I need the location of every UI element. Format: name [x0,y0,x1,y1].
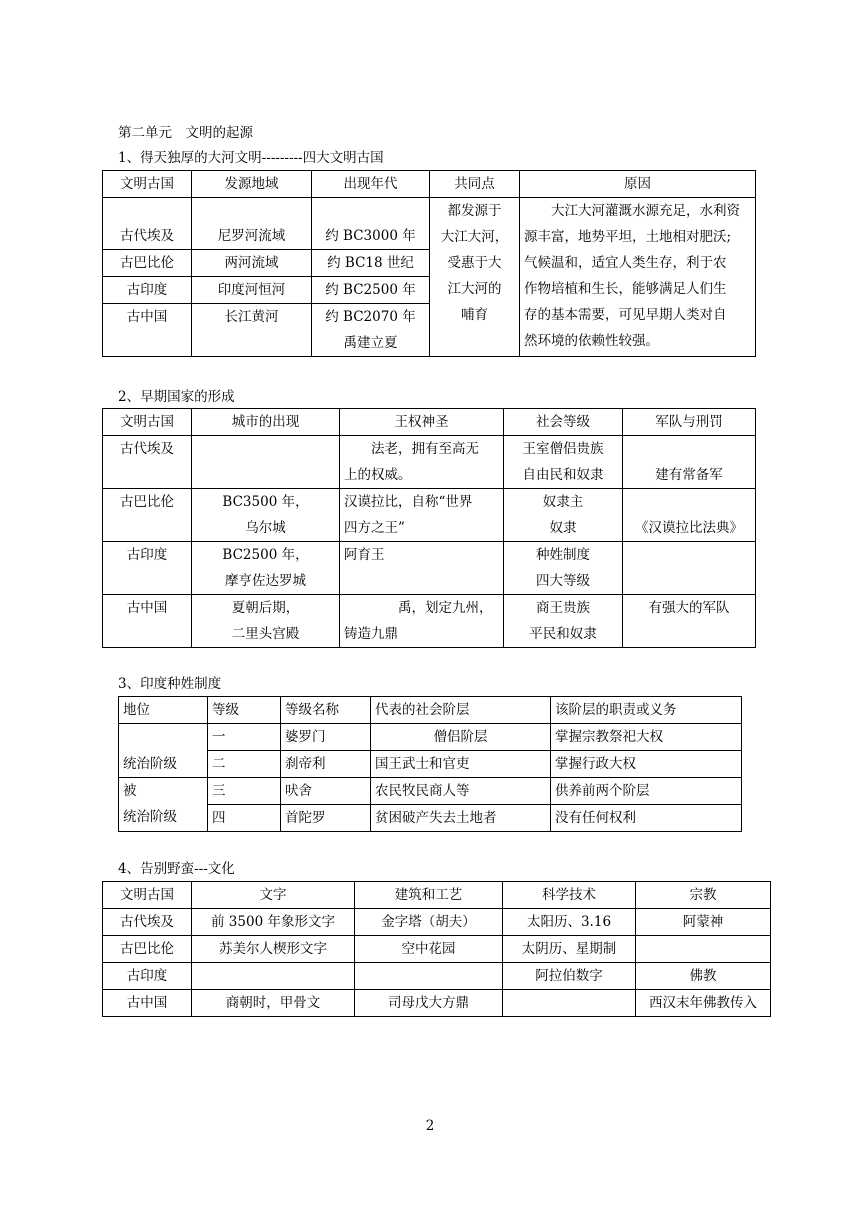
era-line: 约 BC2070 年 [325,309,416,325]
reason-line: 作物培植和生长，能够满足人们生 [524,281,727,297]
army-line [627,621,751,647]
header-cell: 文字 [192,882,355,909]
country-cell: 古印度 [103,277,192,304]
power-line: 禹，划定九州， [398,600,493,616]
header-cell: 共同点 [430,171,520,198]
region-cell: 长江黄河 [192,304,312,357]
city-line: 夏朝后期， [231,600,300,616]
country-cell: 古印度 [103,542,192,595]
architecture-cell: 司母戊大方鼎 [355,990,503,1017]
header-cell: 文明古国 [103,882,192,909]
region-cell: 尼罗河流域 [192,198,312,250]
city-cell [192,436,340,489]
class-line: 自由民和奴隶 [522,467,604,483]
class-cell [504,436,623,489]
stratum-cell: 农民牧民商人等 [371,778,551,805]
common-line: 受惠于大 [447,255,502,271]
country-cell: 古代埃及 [103,436,192,489]
era-cell [312,304,430,357]
power-line: 四方之王” [344,520,405,536]
architecture-cell: 金字塔（胡夫） [355,909,503,936]
table-row [103,198,756,250]
header-cell: 文明古国 [103,409,192,436]
city-cell [192,489,340,542]
era-line: 禹建立夏 [343,335,398,351]
status-line: 统治阶级 [123,809,177,825]
army-line [627,489,751,515]
status-cell: 统治阶级 [119,724,208,778]
header-cell: 等级 [208,697,281,724]
writing-cell [192,963,355,990]
class-line: 四大等级 [536,573,590,589]
city-cell [192,595,340,648]
header-cell: 宗教 [636,882,771,909]
country-cell: 古中国 [103,990,192,1017]
common-line: 大江大河， [440,229,509,245]
class-line: 奴隶主 [542,494,584,510]
header-cell: 社会等级 [504,409,623,436]
era-cell: 约 BC3000 年 [312,198,430,250]
writing-cell: 前 3500 年象形文字 [192,909,355,936]
architecture-cell [355,963,503,990]
religion-cell: 佛教 [636,963,771,990]
army-line: 《汉谟拉比法典》 [635,520,743,536]
table-row [103,542,756,595]
architecture-cell: 空中花园 [355,936,503,963]
city-line: 乌尔城 [245,520,286,536]
power-cell [340,595,504,648]
table-header-row [103,882,771,909]
city-line: BC2500 年， [222,547,309,563]
duty-cell: 掌握宗教祭祀大权 [551,724,742,751]
power-cell [340,542,504,595]
country-cell: 古代埃及 [103,909,192,936]
power-line: 汉谟拉比，自称“世界 [344,494,473,510]
power-line: 法老，拥有至高无 [371,441,479,457]
reason-line: 存的基本需要，可见早期人类对自 [524,307,727,323]
reason-line: 气候温和，适宜人类生存，利于农 [524,255,727,271]
army-line: 建有常备军 [655,467,723,483]
unit-title: 第二单元 文明的起源 [118,125,253,141]
writing-cell: 苏美尔人楔形文字 [192,936,355,963]
header-cell: 原因 [520,171,756,198]
table-row [119,778,742,805]
rank-cell: 二 [208,751,281,778]
country-cell: 古巴比伦 [103,936,192,963]
religion-cell: 西汉末年佛教传入 [636,990,771,1017]
section4-heading: 4、告别野蛮---文化 [118,861,235,877]
science-cell [503,990,636,1017]
header-cell: 军队与刑罚 [623,409,756,436]
city-line: BC3500 年， [222,494,309,510]
table-row [103,990,771,1017]
power-cell [340,436,504,489]
header-cell: 科学技术 [503,882,636,909]
era-cell: 约 BC18 世纪 [312,250,430,277]
header-cell: 代表的社会阶层 [371,697,551,724]
status-cell [119,778,208,832]
rank-name-cell: 首陀罗 [281,805,371,832]
army-line [627,542,751,568]
country-cell: 古代埃及 [103,198,192,250]
stratum-cell: 贫困破产失去土地者 [371,805,551,832]
early-states-table [102,408,756,648]
header-cell: 地位 [119,697,208,724]
duty-cell: 掌握行政大权 [551,751,742,778]
table-row [119,805,742,832]
army-line: 有强大的军队 [648,600,730,616]
culture-table [102,881,771,1017]
common-line: 哺育 [461,307,488,323]
header-cell: 发源地域 [192,171,312,198]
header-cell: 建筑和工艺 [355,882,503,909]
table-row [103,936,771,963]
science-cell: 阿拉伯数字 [503,963,636,990]
table-row [103,595,756,648]
table-header-row [119,697,742,724]
status-line: 被 [123,783,137,799]
country-cell: 古中国 [103,304,192,357]
science-cell: 太阳历、3.16 [503,909,636,936]
class-line: 王室僧侣贵族 [522,441,604,457]
power-line: 铸造九鼎 [344,626,398,642]
section1-heading: 1、得天独厚的大河文明---------四大文明古国 [118,150,384,166]
reason-line: 源丰富，地势平坦，土地相对肥沃; [524,229,732,245]
class-line: 平民和奴隶 [529,626,597,642]
rank-cell: 三 [208,778,281,805]
reason-cell [520,198,756,357]
header-cell: 文明古国 [103,171,192,198]
common-cell [430,198,520,357]
science-cell: 太阴历、星期制 [503,936,636,963]
stratum-cell: 国王武士和官吏 [371,751,551,778]
section3-heading: 3、印度种姓制度 [118,676,222,692]
ancient-civilizations-table [102,170,756,357]
header-cell: 王权神圣 [340,409,504,436]
reason-line: 然环境的依赖性较强。 [524,333,659,349]
region-cell: 两河流域 [192,250,312,277]
power-cell [340,489,504,542]
army-cell [623,542,756,595]
class-cell [504,542,623,595]
army-cell [623,489,756,542]
religion-cell: 阿蒙神 [636,909,771,936]
rank-cell: 一 [208,724,281,751]
header-cell: 出现年代 [312,171,430,198]
country-cell: 古巴比伦 [103,489,192,542]
table-row [119,751,742,778]
country-cell: 古印度 [103,963,192,990]
writing-cell: 商朝时，甲骨文 [192,990,355,1017]
power-line [344,568,499,594]
class-line: 商王贵族 [536,600,590,616]
common-line: 都发源于 [447,203,502,219]
page-number: 2 [425,1118,435,1134]
power-line: 上的权威。 [344,467,412,483]
header-cell: 等级名称 [281,697,371,724]
table-header-row [103,409,756,436]
header-cell: 该阶层的职责或义务 [551,697,742,724]
army-cell [623,595,756,648]
table-header-row [103,171,756,198]
class-line: 种姓制度 [536,547,590,563]
table-row [103,963,771,990]
rank-cell: 四 [208,805,281,832]
army-line [627,568,751,594]
era-cell: 约 BC2500 年 [312,277,430,304]
stratum-cell: 僧侣阶层 [371,724,551,751]
caste-system-table [118,696,742,832]
army-line [627,436,751,462]
table-row [103,436,756,489]
duty-cell: 供养前两个阶层 [551,778,742,805]
city-line: 二里头宫殿 [231,626,300,642]
city-line: 摩亨佐达罗城 [225,573,306,589]
army-cell [623,436,756,489]
region-cell: 印度河恒河 [192,277,312,304]
reason-line: 大江大河灌溉水源充足，水利资 [551,203,740,219]
class-cell [504,595,623,648]
header-cell: 城市的出现 [192,409,340,436]
section2-heading: 2、早期国家的形成 [118,389,235,405]
country-cell: 古中国 [103,595,192,648]
table-row [103,909,771,936]
rank-name-cell: 吠舍 [281,778,371,805]
religion-cell [636,936,771,963]
class-cell [504,489,623,542]
power-line: 阿育王 [344,547,385,563]
class-line: 奴隶 [549,520,577,536]
city-cell [192,542,340,595]
table-row [103,489,756,542]
duty-cell: 没有任何权利 [551,805,742,832]
rank-name-cell: 刹帝利 [281,751,371,778]
table-row [119,724,742,751]
common-line: 江大河的 [447,281,502,297]
country-cell: 古巴比伦 [103,250,192,277]
rank-name-cell: 婆罗门 [281,724,371,751]
